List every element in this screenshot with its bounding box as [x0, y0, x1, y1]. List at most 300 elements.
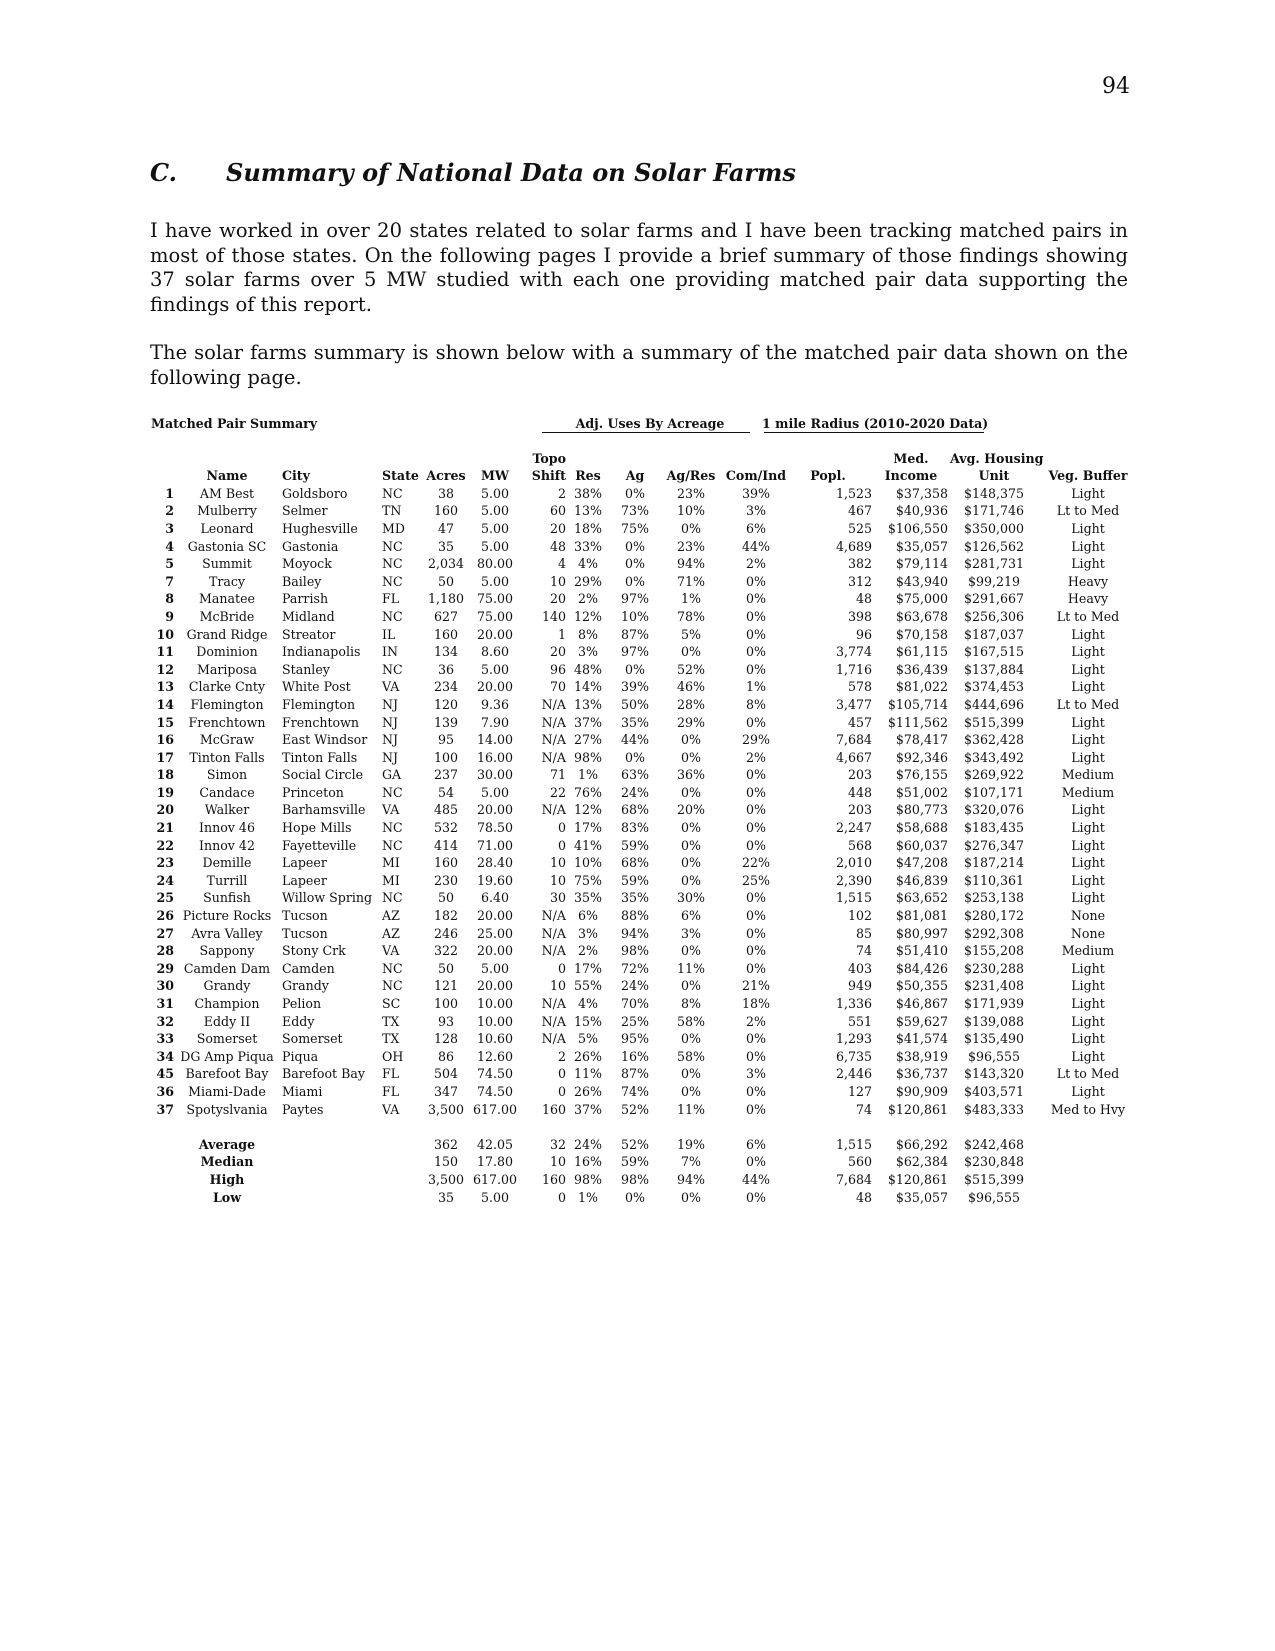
ag-pct: 0%: [625, 485, 645, 501]
veg-buffer: Medium: [1061, 943, 1115, 959]
city: Hughesville: [282, 520, 358, 536]
table-row: [150, 643, 1120, 661]
state: AZ: [382, 925, 400, 941]
row-number: 8: [165, 591, 174, 607]
intro-paragraph: I have worked in over 20 states related to solar farms and I have been tracking matched pairs in most of those states. On the following pages I provide a brief summary of those findings showing 37 solar farms over 5 MW studied with each one providing matched pair data supporting the findings of this report.: [150, 219, 1128, 316]
topo-shift: N/A: [541, 925, 566, 941]
ag-pct: 59%: [621, 837, 649, 853]
avg-housing: $280,172: [963, 908, 1025, 924]
population: 4,667: [835, 749, 872, 765]
avg-housing: $269,922: [963, 767, 1025, 783]
median-income: $81,022: [895, 679, 948, 695]
agres-pct: 58%: [677, 1048, 705, 1064]
table-row: [150, 784, 1120, 802]
row-number: 11: [156, 644, 174, 660]
state: MI: [382, 855, 400, 871]
farm-name: Grand Ridge: [186, 626, 268, 642]
acres: 322: [433, 943, 459, 959]
state: NC: [382, 661, 403, 677]
comind-pct: 0%: [746, 925, 766, 941]
median-income: $80,997: [895, 925, 948, 941]
median-income: $46,867: [895, 996, 948, 1011]
avg-housing: $107,171: [963, 784, 1025, 800]
comind-pct: 0%: [746, 1189, 766, 1205]
res-pct: 16%: [574, 1154, 602, 1170]
stat-label: Low: [212, 1189, 242, 1205]
comind-pct: 29%: [742, 732, 770, 748]
population: 949: [847, 978, 872, 994]
veg-buffer: Light: [1071, 732, 1105, 748]
comind-pct: 39%: [742, 485, 770, 501]
city: Willow Spring: [282, 890, 373, 906]
comind-pct: 0%: [746, 802, 766, 818]
avg-housing: $362,428: [963, 732, 1025, 748]
comind-pct: 44%: [742, 1171, 770, 1187]
farm-name: Avra Valley: [191, 925, 263, 941]
veg-buffer: Light: [1071, 556, 1105, 572]
population: 1,293: [835, 1031, 872, 1047]
ag-pct: 0%: [625, 573, 645, 589]
res-pct: 41%: [574, 837, 602, 853]
res-pct: 24%: [574, 1136, 602, 1152]
city: Tinton Falls: [282, 749, 358, 765]
state: TN: [382, 503, 402, 519]
mw: 16.00: [476, 749, 514, 765]
mw: 7.90: [480, 714, 510, 730]
city: East Windsor: [282, 732, 368, 748]
avg-housing: $230,288: [963, 960, 1025, 976]
agres-pct: 10%: [677, 503, 705, 519]
farm-name: Camden Dam: [183, 960, 271, 976]
ag-pct: 94%: [621, 925, 649, 941]
veg-buffer: Medium: [1061, 767, 1115, 783]
state: NC: [382, 837, 403, 853]
mw: 14.00: [476, 732, 514, 748]
veg-buffer: Light: [1071, 872, 1105, 888]
row-number: 9: [165, 608, 174, 624]
veg-buffer: Light: [1071, 1031, 1105, 1047]
comind-pct: 0%: [746, 573, 766, 589]
table-header-row-1: [150, 450, 1120, 468]
state: NC: [382, 890, 403, 906]
median-income: $78,417: [895, 732, 948, 748]
median-income: $36,439: [895, 661, 948, 677]
header-city: City: [282, 468, 310, 484]
topo-shift: N/A: [541, 802, 566, 818]
population: 2,446: [835, 1066, 872, 1082]
farm-name: Miami-Dade: [188, 1083, 266, 1099]
row-number: 22: [156, 837, 174, 853]
city: Midland: [282, 608, 335, 624]
city: Moyock: [282, 556, 332, 572]
agres-pct: 0%: [681, 855, 701, 871]
city: Bailey: [282, 573, 322, 589]
agres-pct: 6%: [681, 908, 701, 924]
median-income: $120,861: [887, 1171, 948, 1187]
row-number: 45: [156, 1066, 174, 1082]
mw: 42.05: [476, 1136, 514, 1152]
table-row: [150, 854, 1120, 872]
ag-pct: 87%: [621, 1066, 649, 1082]
population: 48: [855, 1189, 872, 1205]
median-income: $51,002: [895, 784, 948, 800]
agres-pct: 0%: [681, 784, 701, 800]
table-header-row-2: [150, 467, 1128, 485]
mw: 10.60: [476, 1031, 514, 1047]
topo-shift: N/A: [541, 1031, 566, 1047]
ag-pct: 68%: [621, 802, 649, 818]
acres: 414: [433, 837, 459, 853]
acres: 347: [433, 1083, 459, 1099]
section-title: Summary of National Data on Solar Farms: [226, 158, 796, 187]
mw: 17.80: [476, 1154, 514, 1170]
comind-pct: 0%: [746, 1154, 766, 1170]
mw: 19.60: [476, 872, 514, 888]
stat-label: Median: [200, 1154, 254, 1170]
topo-shift: 60: [549, 503, 566, 519]
topo-shift: 0: [557, 1083, 566, 1099]
state: VA: [382, 679, 400, 695]
farm-name: Innov 46: [199, 820, 255, 836]
comind-pct: 0%: [746, 943, 766, 959]
mw: 6.40: [480, 890, 510, 906]
veg-buffer: Light: [1071, 1013, 1105, 1029]
table-group-header-row: [150, 415, 1120, 433]
row-number: 7: [165, 573, 174, 589]
res-pct: 48%: [574, 661, 602, 677]
row-number: 4: [165, 538, 174, 554]
comind-pct: 3%: [746, 1066, 766, 1082]
farm-name: Leonard: [200, 520, 254, 536]
mw: 71.00: [476, 837, 514, 853]
topo-shift: 160: [541, 1101, 566, 1117]
avg-housing: $242,468: [963, 1136, 1025, 1152]
comind-pct: 0%: [746, 626, 766, 642]
mw: 75.00: [476, 591, 514, 607]
acres: 86: [437, 1048, 455, 1064]
agres-pct: 46%: [677, 679, 705, 695]
acres: 485: [433, 802, 459, 818]
veg-buffer: Lt to Med: [1056, 503, 1120, 519]
agres-pct: 29%: [677, 714, 705, 730]
median-income: $106,550: [887, 520, 948, 536]
table-stats: [150, 1136, 1120, 1206]
table-row: [150, 714, 1120, 732]
farm-name: Innov 42: [199, 837, 255, 853]
median-income: $36,737: [895, 1066, 948, 1082]
city: Camden: [282, 960, 335, 976]
state: NC: [382, 573, 403, 589]
state: NC: [382, 556, 403, 572]
median-income: $35,057: [895, 1189, 948, 1205]
farm-name: Champion: [194, 996, 260, 1011]
section-heading: [150, 158, 796, 187]
farm-name: McGraw: [199, 732, 255, 748]
ag-pct: 24%: [621, 978, 649, 994]
row-number: 37: [156, 1101, 174, 1117]
avg-housing: $187,214: [963, 855, 1025, 871]
row-number: 15: [156, 714, 174, 730]
comind-pct: 6%: [746, 1136, 766, 1152]
stats-row: [150, 1189, 1120, 1207]
res-pct: 29%: [574, 573, 602, 589]
farm-name: Tracy: [208, 573, 246, 589]
state: NJ: [382, 714, 399, 730]
table-row: [150, 696, 1120, 714]
population: 6,735: [835, 1048, 872, 1064]
avg-housing: $343,492: [963, 749, 1025, 765]
population: 203: [847, 767, 872, 783]
avg-housing: $99,219: [967, 573, 1021, 589]
state: FL: [382, 591, 400, 607]
farm-name: Picture Rocks: [182, 908, 272, 924]
ag-pct: 0%: [625, 538, 645, 554]
comind-pct: 44%: [742, 538, 770, 554]
topo-shift: 71: [549, 767, 566, 783]
farm-name: Somerset: [196, 1031, 258, 1047]
res-pct: 26%: [574, 1048, 602, 1064]
ag-pct: 35%: [621, 890, 649, 906]
state: VA: [382, 943, 400, 959]
median-income: $111,562: [887, 714, 948, 730]
comind-pct: 0%: [746, 1031, 766, 1047]
veg-buffer: Light: [1071, 978, 1105, 994]
res-pct: 26%: [574, 1083, 602, 1099]
table-row: [150, 1013, 1120, 1031]
agres-pct: 0%: [681, 749, 701, 765]
ag-pct: 68%: [621, 855, 649, 871]
row-number: 3: [165, 520, 174, 536]
avg-housing: $148,375: [963, 485, 1025, 501]
res-pct: 13%: [574, 503, 602, 519]
city: Princeton: [282, 784, 344, 800]
adj-uses-underline: [542, 432, 750, 433]
population: 96: [855, 626, 872, 642]
city: Paytes: [282, 1101, 324, 1117]
table-row: [150, 889, 1120, 907]
agres-pct: 20%: [677, 802, 705, 818]
mw: 20.00: [476, 802, 514, 818]
comind-pct: 0%: [746, 1048, 766, 1064]
topo-shift: N/A: [541, 696, 566, 712]
city: Parrish: [282, 591, 329, 607]
row-number: 2: [165, 503, 174, 519]
state: NC: [382, 978, 403, 994]
agres-pct: 0%: [681, 732, 701, 748]
section-letter: C.: [150, 158, 178, 187]
veg-buffer: Light: [1071, 802, 1105, 818]
avg-housing: $374,453: [963, 679, 1025, 695]
res-pct: 1%: [578, 767, 598, 783]
agres-pct: 11%: [677, 960, 705, 976]
table-row: [150, 538, 1120, 556]
topo-shift: 4: [557, 556, 566, 572]
res-pct: 15%: [574, 1013, 602, 1029]
mw: 9.36: [480, 696, 510, 712]
veg-buffer: Light: [1071, 679, 1105, 695]
farm-name: Demille: [202, 855, 252, 871]
mw: 20.00: [476, 626, 514, 642]
state: NC: [382, 960, 403, 976]
veg-buffer: Light: [1071, 820, 1105, 836]
res-pct: 55%: [574, 978, 602, 994]
acres: 362: [433, 1136, 459, 1152]
ag-pct: 25%: [621, 1013, 649, 1029]
table-row: [150, 942, 1120, 960]
acres: 1,180: [427, 591, 465, 607]
state: NJ: [382, 749, 399, 765]
topo-shift: N/A: [541, 1013, 566, 1029]
topo-shift: N/A: [541, 996, 566, 1011]
row-number: 23: [156, 855, 174, 871]
summary-paragraph: The solar farms summary is shown below with a summary of the matched pair data shown on the following page.: [150, 341, 1128, 389]
state: NC: [382, 608, 403, 624]
agres-pct: 52%: [677, 661, 705, 677]
agres-pct: 7%: [681, 1154, 701, 1170]
agres-pct: 3%: [681, 925, 701, 941]
matched-pair-table: [150, 416, 1128, 1206]
row-number: 1: [165, 485, 174, 501]
agres-pct: 8%: [681, 996, 701, 1011]
stats-row: [150, 1171, 1120, 1189]
city: Tucson: [282, 908, 328, 924]
agres-pct: 0%: [681, 1083, 701, 1099]
avg-housing: $96,555: [967, 1048, 1021, 1064]
ag-pct: 52%: [621, 1136, 649, 1152]
ag-pct: 24%: [621, 784, 649, 800]
header-income-top: Med.: [893, 450, 929, 466]
city: Stanley: [282, 661, 330, 677]
comind-pct: 0%: [746, 608, 766, 624]
table-row: [150, 1083, 1120, 1101]
veg-buffer: Lt to Med: [1056, 608, 1120, 624]
farm-name: Tinton Falls: [189, 749, 265, 765]
header-housing-top: Avg. Housing: [950, 450, 1044, 466]
agres-pct: 58%: [677, 1013, 705, 1029]
state: NC: [382, 784, 403, 800]
acres: 95: [437, 732, 455, 748]
median-income: $51,410: [895, 943, 948, 959]
mw: 25.00: [476, 925, 514, 941]
population: 48: [855, 591, 872, 607]
farm-name: Mulberry: [197, 503, 257, 519]
row-number: 17: [156, 749, 174, 765]
mw: 617.00: [472, 1171, 518, 1187]
avg-housing: $96,555: [967, 1189, 1021, 1205]
avg-housing: $171,746: [963, 503, 1025, 519]
ag-pct: 39%: [621, 679, 649, 695]
acres: 150: [433, 1154, 459, 1170]
ag-pct: 98%: [621, 943, 649, 959]
topo-shift: 0: [557, 1189, 566, 1205]
median-income: $40,936: [895, 503, 948, 519]
acres: 160: [433, 503, 459, 519]
acres: 504: [433, 1066, 459, 1082]
topo-shift: 20: [549, 591, 566, 607]
row-number: 26: [156, 908, 174, 924]
agres-pct: 0%: [681, 943, 701, 959]
avg-housing: $137,884: [963, 661, 1025, 677]
table-row: [150, 766, 1120, 784]
ag-pct: 97%: [621, 644, 649, 660]
mw: 5.00: [480, 503, 510, 519]
median-income: $43,940: [895, 573, 948, 589]
comind-pct: 2%: [746, 1013, 766, 1029]
population: 457: [847, 714, 872, 730]
row-number: 18: [156, 767, 174, 783]
header-agres: Ag/Res: [666, 468, 716, 484]
population: 1,336: [835, 996, 872, 1011]
res-pct: 1%: [578, 1189, 598, 1205]
city: Lapeer: [282, 855, 327, 871]
state: TX: [382, 1013, 400, 1029]
agres-pct: 71%: [677, 573, 705, 589]
row-number: 13: [156, 679, 174, 695]
agres-pct: 23%: [677, 538, 705, 554]
population: 1,523: [835, 485, 872, 501]
row-number: 36: [156, 1083, 174, 1099]
res-pct: 98%: [574, 1171, 602, 1187]
agres-pct: 19%: [677, 1136, 705, 1152]
topo-shift: N/A: [541, 908, 566, 924]
avg-housing: $187,037: [963, 626, 1025, 642]
comind-pct: 0%: [746, 820, 766, 836]
mw: 5.00: [480, 960, 510, 976]
topo-shift: 0: [557, 960, 566, 976]
veg-buffer: Light: [1071, 626, 1105, 642]
table-row: [150, 960, 1120, 978]
res-pct: 33%: [574, 538, 602, 554]
veg-buffer: Light: [1071, 714, 1105, 730]
acres: 182: [433, 908, 459, 924]
comind-pct: 6%: [746, 520, 766, 536]
city: Flemington: [282, 696, 356, 712]
mw: 75.00: [476, 608, 514, 624]
median-income: $46,839: [895, 872, 948, 888]
farm-name: Walker: [204, 802, 250, 818]
topo-shift: 20: [549, 520, 566, 536]
mw: 20.00: [476, 679, 514, 695]
stat-label: Average: [198, 1136, 256, 1152]
res-pct: 8%: [578, 626, 598, 642]
table-body: [150, 485, 1126, 1118]
table-row: [150, 749, 1120, 767]
population: 525: [847, 520, 872, 536]
row-number: 16: [156, 732, 174, 748]
population: 1,515: [835, 1136, 872, 1152]
topo-shift: N/A: [541, 714, 566, 730]
table-row: [150, 1101, 1126, 1119]
topo-shift: 0: [557, 1066, 566, 1082]
mw: 78.50: [476, 820, 514, 836]
city: Lapeer: [282, 872, 327, 888]
header-state: State: [382, 468, 419, 484]
mw: 5.00: [480, 784, 510, 800]
topo-shift: 30: [549, 890, 566, 906]
acres: 134: [433, 644, 459, 660]
radius-underline: [764, 432, 984, 433]
state: OH: [382, 1048, 404, 1064]
comind-pct: 3%: [746, 503, 766, 519]
veg-buffer: Light: [1071, 1048, 1105, 1064]
mw: 10.00: [476, 1013, 514, 1029]
acres: 50: [437, 960, 455, 976]
state: IN: [382, 644, 398, 660]
table-row: [150, 590, 1120, 608]
res-pct: 14%: [574, 679, 602, 695]
state: GA: [382, 767, 402, 783]
ag-pct: 59%: [621, 1154, 649, 1170]
